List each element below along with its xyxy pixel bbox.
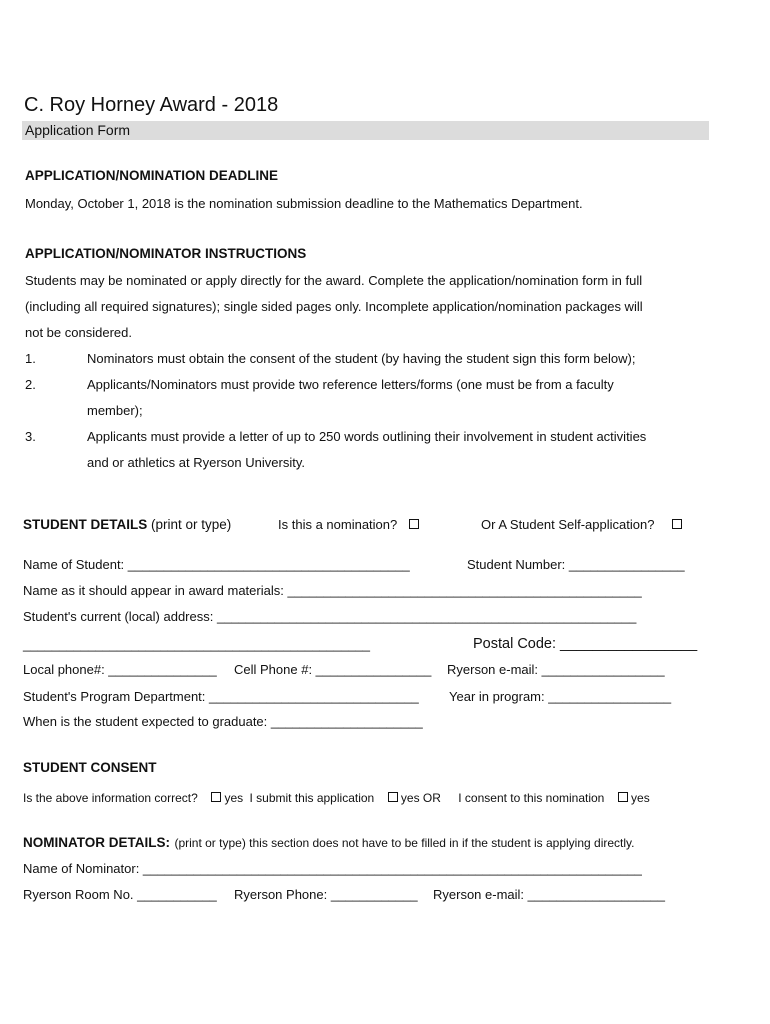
student-details-heading — [23, 517, 231, 532]
self-application-checkbox[interactable] — [672, 519, 682, 529]
consent-heading: STUDENT CONSENT — [23, 760, 157, 775]
consent-q2-checkbox[interactable] — [388, 792, 398, 802]
student-number-field[interactable]: Student Number: ________________ — [467, 557, 685, 572]
consent-q1-checkbox[interactable] — [211, 792, 221, 802]
instruction-item-3-text-cont: and or athletics at Ryerson University. — [87, 455, 305, 470]
student-details-note: (print or type) — [151, 517, 232, 532]
award-name-field[interactable]: Name as it should appear in award materials: _________________________________________________ — [23, 583, 642, 598]
consent-q2-label: I submit this application — [249, 791, 375, 805]
consent-q1-label: Is the above information correct? — [23, 791, 198, 805]
program-department-field[interactable]: Student's Program Department: _____________________________ — [23, 689, 419, 704]
self-application-question — [481, 517, 682, 532]
deadline-heading: APPLICATION/NOMINATION DEADLINE — [25, 168, 278, 183]
instruction-item-2-text-cont: member); — [87, 403, 143, 418]
consent-q1-yes: yes — [224, 791, 244, 805]
form-title: C. Roy Horney Award - 2018 — [24, 94, 279, 116]
form-subtitle: Application Form — [25, 122, 131, 138]
nominator-heading-row — [23, 834, 634, 852]
address-line-2-field[interactable]: ________________________________________________ — [23, 637, 371, 652]
nominator-phone-field[interactable]: Ryerson Phone: ____________ — [234, 887, 418, 902]
postal-code-field[interactable]: Postal Code: _________________ — [473, 636, 698, 652]
nominator-heading: NOMINATOR DETAILS: — [23, 835, 170, 850]
nominator-note: (print or type) this section does not have to be filled in if the student is applying directly. — [174, 836, 635, 850]
instruction-item-2-text: Applicants/Nominators must provide two reference letters/forms (one must be from a faculty — [87, 377, 614, 392]
instruction-item-2-number: 2. — [25, 377, 36, 392]
nomination-question-label: Is this a nomination? — [278, 517, 398, 532]
address-field[interactable]: Student's current (local) address: __________________________________________________________ — [23, 609, 637, 624]
self-application-label: Or A Student Self-application? — [481, 517, 655, 532]
consent-q3-checkbox[interactable] — [618, 792, 628, 802]
nominator-room-field[interactable]: Ryerson Room No. ___________ — [23, 887, 217, 902]
nomination-checkbox[interactable] — [409, 519, 419, 529]
instructions-line-3: not be considered. — [25, 325, 132, 340]
year-in-program-field[interactable]: Year in program: _________________ — [449, 689, 672, 704]
nominator-email-field[interactable]: Ryerson e-mail: ___________________ — [433, 887, 666, 902]
local-phone-field[interactable]: Local phone#: _______________ — [23, 662, 217, 677]
ryerson-email-field[interactable]: Ryerson e-mail: _________________ — [447, 662, 665, 677]
graduation-field[interactable]: When is the student expected to graduate: _____________________ — [23, 714, 423, 729]
consent-q3-yes: yes — [631, 791, 650, 805]
instructions-line-1: Students may be nominated or apply directly for the award. Complete the application/nomination form in full — [25, 273, 643, 288]
instruction-item-1-text: Nominators must obtain the consent of the student (by having the student sign this form below); — [87, 351, 636, 366]
student-name-field[interactable]: Name of Student: _______________________________________ — [23, 557, 410, 572]
instruction-item-3-text: Applicants must provide a letter of up to 250 words outlining their involvement in student activities — [87, 429, 647, 444]
nomination-question — [278, 517, 419, 532]
instruction-item-3-number: 3. — [25, 429, 36, 444]
consent-q2-yes: yes OR — [400, 791, 441, 805]
consent-row — [23, 791, 650, 805]
instruction-item-1-number: 1. — [25, 351, 36, 366]
consent-q3-label: I consent to this nomination — [458, 791, 605, 805]
student-details-title: STUDENT DETAILS — [23, 517, 148, 532]
cell-phone-field[interactable]: Cell Phone #: ________________ — [234, 662, 432, 677]
instructions-heading: APPLICATION/NOMINATOR INSTRUCTIONS — [25, 246, 307, 261]
instructions-line-2: (including all required signatures); single sided pages only. Incomplete application/nomination packages will — [25, 299, 643, 314]
deadline-text: Monday, October 1, 2018 is the nomination submission deadline to the Mathematics Department. — [25, 196, 583, 211]
nominator-name-field[interactable]: Name of Nominator: _____________________________________________________________________ — [23, 861, 642, 876]
